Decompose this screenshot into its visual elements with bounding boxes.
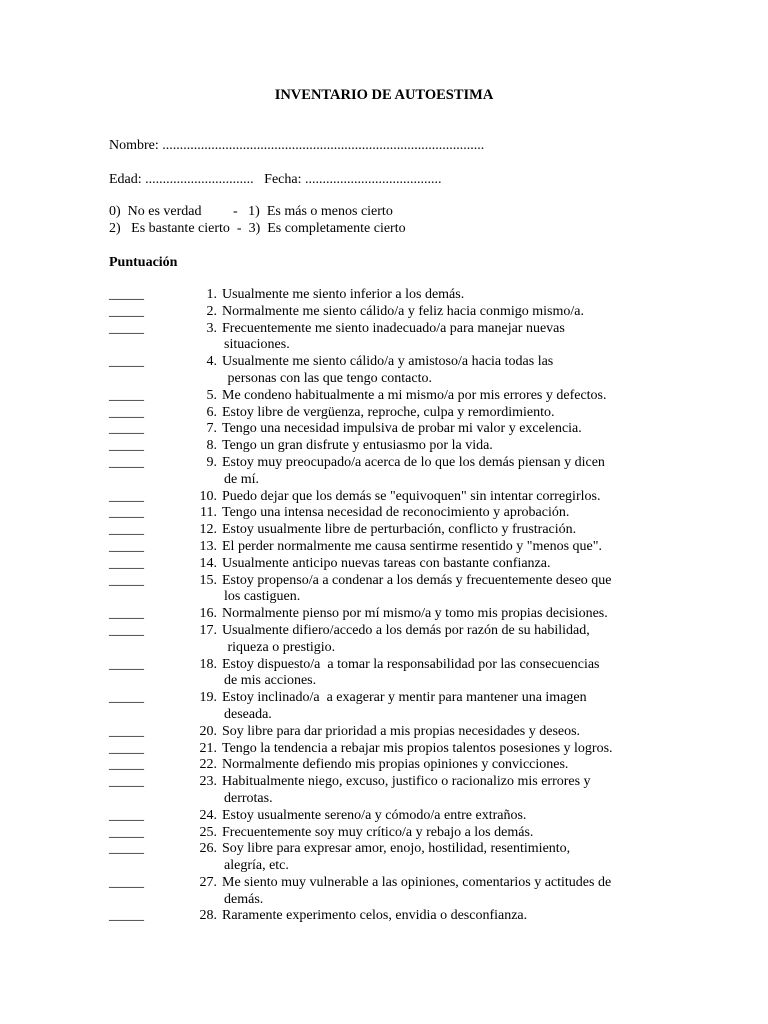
score-blank: _____: [109, 774, 144, 790]
item-text: [222, 405, 662, 422]
item-text: [222, 573, 662, 607]
questionnaire-item: [0, 724, 768, 741]
item-text-line: Me condeno habitualmente a mi mismo/a por mis errores y defectos.: [222, 387, 607, 403]
item-number: 23.: [199, 774, 217, 790]
item-text-line: Tengo un gran disfrute y entusiasmo por la vida.: [222, 438, 493, 454]
item-text: [222, 505, 662, 522]
item-text-line: Tengo la tendencia a rebajar mis propios talentos posesiones y logros.: [222, 740, 613, 756]
questionnaire-item: [0, 606, 768, 623]
item-number: 11.: [200, 505, 217, 521]
item-text: [222, 522, 662, 539]
item-text: [222, 657, 662, 691]
edad-fecha-field-line: Edad: ............................... Fecha: .......................................: [109, 172, 442, 187]
score-blank: _____: [109, 908, 144, 924]
item-text-line: Estoy libre de vergüenza, reproche, culpa y remordimiento.: [222, 404, 555, 420]
item-text-line: Estoy propenso/a a condenar a los demás y frecuentemente deseo que: [222, 572, 612, 588]
score-blank: _____: [109, 538, 144, 554]
item-text-continuation: situaciones.: [224, 337, 290, 353]
item-text: [222, 287, 662, 304]
item-number: 13.: [199, 538, 217, 554]
item-text-line: El perder normalmente me causa sentirme resentido y "menos que".: [222, 538, 602, 554]
item-text-continuation: derrotas.: [224, 790, 273, 806]
scale-line-2: 2) Es bastante cierto - 3) Es completamente cierto: [109, 220, 406, 236]
item-number: 7.: [206, 421, 217, 437]
item-text: [222, 304, 662, 321]
item-text: [222, 690, 662, 724]
item-text: [222, 421, 662, 438]
item-text-line: Soy libre para expresar amor, enojo, hostilidad, resentimiento,: [222, 841, 571, 857]
item-text: [222, 774, 662, 808]
score-blank: _____: [109, 404, 144, 420]
item-number: 8.: [206, 438, 217, 454]
item-text-continuation: personas con las que tengo contacto.: [224, 370, 432, 386]
score-blank: _____: [109, 438, 144, 454]
item-number: 24.: [199, 807, 217, 823]
item-text: [222, 623, 662, 657]
questionnaire-item: [0, 825, 768, 842]
item-text: [222, 321, 662, 355]
questionnaire-item: [0, 438, 768, 455]
score-blank: _____: [109, 824, 144, 840]
item-text-line: Estoy usualmente sereno/a y cómodo/a entre extraños.: [222, 807, 527, 823]
item-number: 22.: [199, 757, 217, 773]
item-text-continuation: de mí.: [224, 471, 259, 487]
score-blank: _____: [109, 421, 144, 437]
questionnaire-item: [0, 908, 768, 925]
item-number: 12.: [199, 522, 217, 538]
document-title: INVENTARIO DE AUTOESTIMA: [274, 87, 494, 103]
questionnaire-item: [0, 875, 768, 909]
item-text-line: Normalmente me siento cálido/a y feliz hacia conmigo mismo/a.: [222, 303, 584, 319]
questionnaire-item: [0, 774, 768, 808]
item-number: 10.: [199, 488, 217, 504]
item-text-continuation: riqueza o prestigio.: [224, 639, 336, 655]
item-text: [222, 556, 662, 573]
item-number: 17.: [199, 622, 217, 638]
item-text: [222, 841, 662, 875]
questionnaire-item: [0, 405, 768, 422]
item-text: [222, 808, 662, 825]
item-text-line: Usualmente anticipo nuevas tareas con bastante confianza.: [222, 555, 551, 571]
item-text-line: Usualmente me siento inferior a los demás.: [222, 287, 465, 302]
item-text-line: Soy libre para dar prioridad a mis propias necesidades y deseos.: [222, 723, 581, 739]
score-blank: _____: [109, 522, 144, 538]
score-blank: _____: [109, 841, 144, 857]
item-text-continuation: los castiguen.: [224, 589, 301, 605]
item-text-continuation: alegría, etc.: [224, 858, 289, 874]
item-text-continuation: deseada.: [224, 706, 272, 722]
score-blank: _____: [109, 874, 144, 890]
item-text-line: Estoy inclinado/a a exagerar y mentir para mantener una imagen: [222, 690, 587, 706]
score-blank: _____: [109, 287, 144, 302]
item-number: 3.: [206, 320, 217, 336]
score-blank: _____: [109, 757, 144, 773]
item-text-line: Normalmente defiendo mis propias opiniones y convicciones.: [222, 757, 569, 773]
item-number: 15.: [199, 572, 217, 588]
item-number: 16.: [199, 606, 217, 622]
score-blank: _____: [109, 488, 144, 504]
questionnaire-item: [0, 657, 768, 691]
questionnaire-item: [0, 808, 768, 825]
item-text: [222, 489, 662, 506]
item-number: 14.: [199, 555, 217, 571]
item-text: [222, 539, 662, 556]
questionnaire-item: [0, 321, 768, 355]
item-text: [222, 438, 662, 455]
item-text-line: Estoy muy preocupado/a acerca de lo que los demás piensan y dicen: [222, 454, 605, 470]
item-text: [222, 908, 662, 925]
item-text-line: Habitualmente niego, excuso, justifico o racionalizo mis errores y: [222, 774, 591, 790]
questionnaire-item: [0, 757, 768, 774]
item-number: 21.: [199, 740, 217, 756]
item-number: 9.: [206, 454, 217, 470]
item-text-line: Puedo dejar que los demás se "equivoquen" sin intentar corregirlos.: [222, 488, 601, 504]
item-text: [222, 354, 662, 388]
scale-line-1: 0) No es verdad - 1) Es más o menos cierto: [109, 204, 393, 219]
item-text: [222, 724, 662, 741]
questionnaire-item: [0, 287, 768, 304]
item-text-line: Estoy dispuesto/a a tomar la responsabilidad por las consecuencias: [222, 656, 600, 672]
item-text-line: Me siento muy vulnerable a las opiniones, comentarios y actitudes de: [222, 874, 612, 890]
item-text: [222, 606, 662, 623]
score-blank: _____: [109, 505, 144, 521]
item-text-line: Tengo una necesidad impulsiva de probar mi valor y excelencia.: [222, 421, 582, 437]
questionnaire-item: [0, 455, 768, 489]
score-blank: _____: [109, 622, 144, 638]
questionnaire-item: [0, 489, 768, 506]
score-blank: _____: [109, 723, 144, 739]
questionnaire-item: [0, 556, 768, 573]
item-text-line: Frecuentemente me siento inadecuado/a para manejar nuevas: [222, 320, 565, 336]
item-number: 28.: [199, 908, 217, 924]
item-number: 20.: [199, 723, 217, 739]
score-blank: _____: [109, 572, 144, 588]
item-text-line: Frecuentemente soy muy crítico/a y rebajo a los demás.: [222, 824, 534, 840]
score-blank: _____: [109, 354, 144, 370]
item-text: [222, 825, 662, 842]
questionnaire-item: [0, 690, 768, 724]
questionnaire-item: [0, 522, 768, 539]
item-number: 5.: [206, 387, 217, 403]
item-text-line: Raramente experimento celos, envidia o desconfianza.: [222, 908, 528, 924]
item-number: 18.: [199, 656, 217, 672]
questionnaire-item: [0, 539, 768, 556]
item-text-line: Normalmente pienso por mí mismo/a y tomo mis propias decisiones.: [222, 606, 608, 622]
score-blank: _____: [109, 740, 144, 756]
score-blank: _____: [109, 303, 144, 319]
item-number: 27.: [199, 874, 217, 890]
item-text-line: Tengo una intensa necesidad de reconocimiento y aprobación.: [222, 505, 570, 521]
score-blank: _____: [109, 387, 144, 403]
item-text: [222, 741, 662, 758]
item-number: 6.: [206, 404, 217, 420]
questionnaire-item: [0, 741, 768, 758]
score-blank: _____: [109, 807, 144, 823]
questionnaire-item: [0, 505, 768, 522]
item-text: [222, 757, 662, 774]
item-text-continuation: demás.: [224, 891, 264, 907]
questionnaire-item: [0, 421, 768, 438]
item-text-line: Usualmente difiero/accedo a los demás por razón de su habilidad,: [222, 622, 590, 638]
questionnaire-item: [0, 841, 768, 875]
item-text-line: Usualmente me siento cálido/a y amistoso/a hacia todas las: [222, 354, 554, 370]
score-blank: _____: [109, 606, 144, 622]
score-blank: _____: [109, 320, 144, 336]
questionnaire-item: [0, 623, 768, 657]
questionnaire-item: [0, 354, 768, 388]
item-number: 4.: [206, 354, 217, 370]
score-blank: _____: [109, 690, 144, 706]
item-text: [222, 875, 662, 909]
item-text-continuation: de mis acciones.: [224, 673, 317, 689]
questionnaire-item: [0, 388, 768, 405]
item-number: 25.: [199, 824, 217, 840]
score-blank: _____: [109, 555, 144, 571]
questionnaire-item: [0, 573, 768, 607]
puntuacion-heading: Puntuación: [109, 255, 178, 270]
item-number: 2.: [206, 303, 217, 319]
score-blank: _____: [109, 454, 144, 470]
item-number: 26.: [199, 841, 217, 857]
questionnaire-items: [0, 287, 768, 925]
nombre-field-line: Nombre: ............................................................................................: [109, 138, 485, 153]
questionnaire-item: [0, 304, 768, 321]
score-blank: _____: [109, 656, 144, 672]
item-text-line: Estoy usualmente libre de perturbación, conflicto y frustración.: [222, 522, 577, 538]
item-number: 19.: [199, 690, 217, 706]
item-text: [222, 455, 662, 489]
item-text: [222, 388, 662, 405]
item-number: 1.: [206, 287, 217, 302]
